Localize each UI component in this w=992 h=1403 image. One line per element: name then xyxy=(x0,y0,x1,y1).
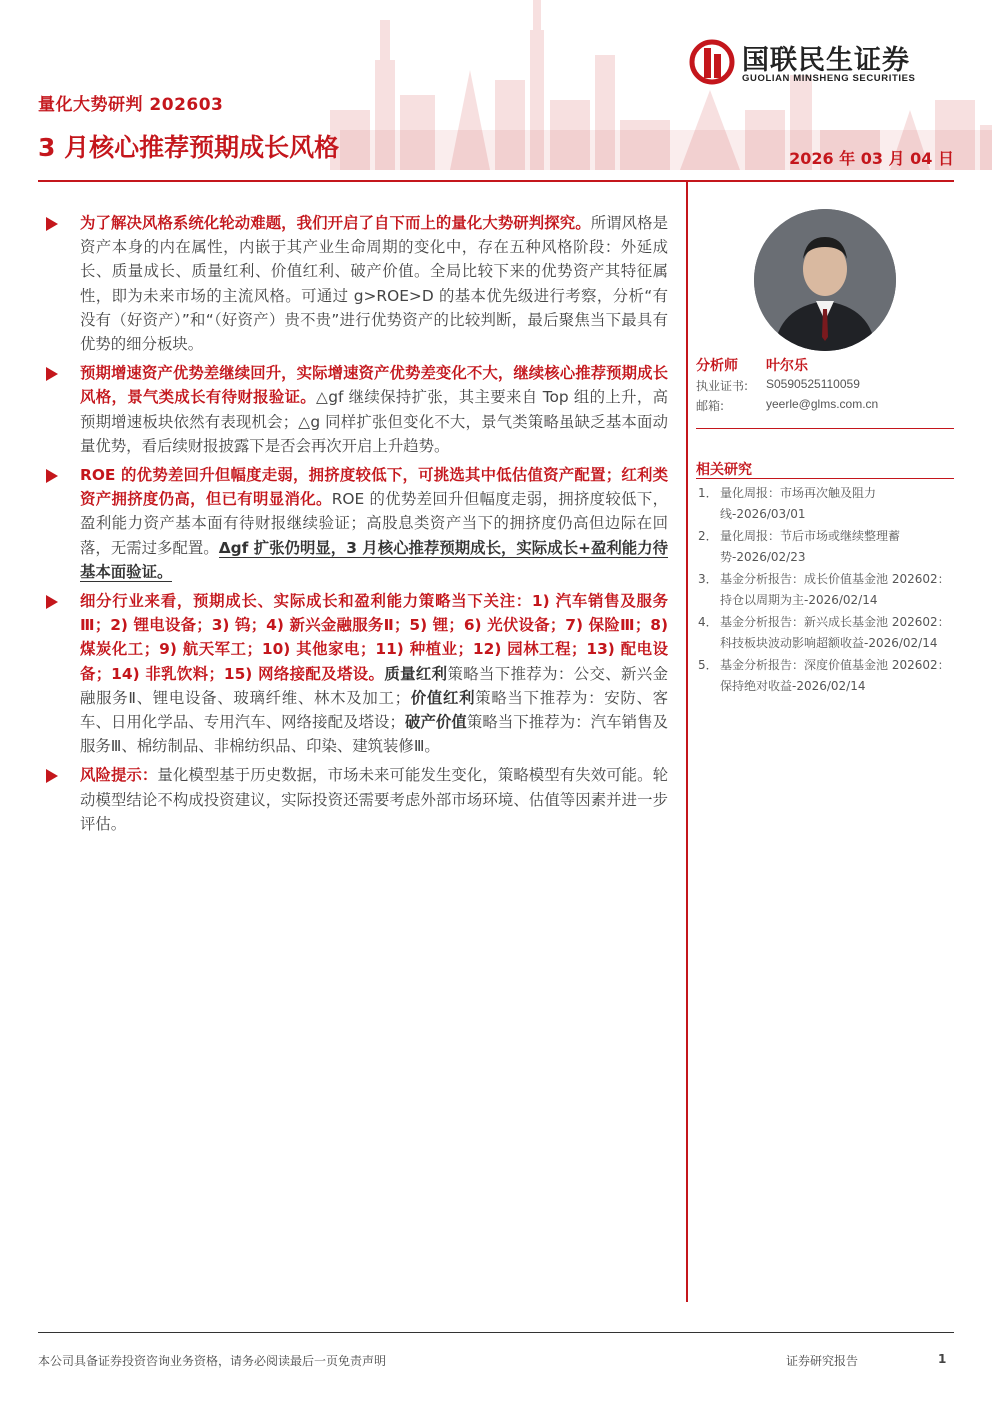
bullet-text: 策略当下推荐为：安防、客车、日用化学品、专用汽车、网络接配及塔设； xyxy=(80,688,668,732)
bullet-heading: 预期增速资产优势差继续回升，实际增速资产优势差变化不大，继续核心推荐预期成长风格，景气类成长有待财报验证。 xyxy=(80,364,668,407)
bullet-text: ROE 的优势差回升但幅度走弱，拥挤度较低下，盈利能力资产基本面有待财报继续验证；高股息类资产当下的拥挤度仍高但边际在回落，无需过多配置。 xyxy=(80,490,668,557)
header-divider xyxy=(38,180,954,182)
footer-divider xyxy=(38,1332,954,1333)
summary-bullet xyxy=(46,763,668,836)
bullet-text: 所谓风格是资产本身的内在属性，内嵌于其产业生命周期的变化中，存在五种风格阶段：外延成长、质量成长、质量红利、价值红利、破产价值。全局比较下来的优势资产其特征属性，即为未来市场的主流风格。可通过 g>ROE>D 的基本优先级进行考察，分析“有没有（好资产）”和“（好资产）贵不贵”进行优势资产的比较判断，最后聚焦当下最具有优势的细分板块。 xyxy=(80,214,668,354)
page-number: 1 xyxy=(938,1352,947,1366)
summary-bullet xyxy=(46,361,668,458)
bullet-underlined-conclusion: Δgf 扩张仍明显，3 月核心推荐预期成长，实际成长+盈利能力待基本面验证。 xyxy=(80,538,668,581)
related-research-title: 相关研究 xyxy=(696,462,752,478)
item-title: 量化周报：节后市场或继续整理蓄势-2026/02/23 xyxy=(720,529,901,564)
bullet-arrow-icon xyxy=(46,469,58,483)
email-label: 邮箱: xyxy=(696,399,725,413)
analyst-role-label: 分析师 xyxy=(696,358,738,374)
brand-name-cn: 国联民生证券 xyxy=(742,45,910,76)
strategy-value-dividend: 价值红利 xyxy=(410,688,476,707)
bullet-text: 策略当下推荐为：公交、新兴金融服务Ⅱ、锂电设备、玻璃纤维、林木及加工； xyxy=(80,664,668,707)
footer-disclaimer: 本公司具备证券投资咨询业务资格，请务必阅读最后一页免责声明 xyxy=(38,1354,387,1368)
cert-label: 执业证书: xyxy=(696,379,749,393)
column-divider xyxy=(686,182,688,1302)
strategy-quality-dividend: 质量红利 xyxy=(384,664,448,683)
bullet-text: △gf 继续保持扩张，其主要来自 Top 组的上升，高预期增速板块依然有表现机会；△g 同样扩张但变化不大，景气类策略虽缺乏基本面动量优势，看后续财报披露下是否会再次开启上升趋势。 xyxy=(80,388,668,455)
bullet-arrow-icon xyxy=(46,595,58,609)
item-number: 2． xyxy=(698,529,718,543)
related-research-list xyxy=(696,483,958,698)
bullet-text: 量化模型基于历史数据，市场未来可能发生变化，策略模型有失效可能。轮动模型结论不构成投资建议，实际投资还需要考虑外部市场环境、估值等因素并进一步评估。 xyxy=(80,766,668,833)
item-number: 1． xyxy=(698,486,718,500)
city-skyline-illustration xyxy=(330,0,992,170)
bullet-heading: 风险提示： xyxy=(80,766,158,785)
related-research-item[interactable] xyxy=(696,483,958,525)
item-title: 基金分析报告：深度价值基金池 202602：保持绝对收益-2026/02/14 xyxy=(720,658,950,693)
bullet-arrow-icon xyxy=(46,769,58,783)
bullet-heading: ROE 的优势差回升但幅度走弱，拥挤度较低下，可挑选其中低估值资产配置；红利类资产拥挤度仍高，但已有明显消化。 xyxy=(80,466,668,509)
item-title: 基金分析报告：成长价值基金池 202602：持仓以周期为主-2026/02/14 xyxy=(720,572,950,607)
bullet-arrow-icon xyxy=(46,367,58,381)
summary-bullet xyxy=(46,589,668,758)
footer-report-type: 证券研究报告 xyxy=(786,1354,859,1368)
sidebar-divider xyxy=(696,428,954,429)
analyst-email[interactable]: yeerle@glms.com.cn xyxy=(766,397,879,411)
bullet-arrow-icon xyxy=(46,217,58,231)
analyst-photo xyxy=(754,209,896,351)
bullet-heading: 细分行业来看，预期成长、实际成长和盈利能力策略当下关注：1) 汽车销售及服务Ⅲ；2) 锂电设备；3) 钨；4) 新兴金融服务Ⅱ；5) 锂；6) 光伏设备；7) 保险Ⅲ；8) 煤炭化工；9) 航天军工；10) 其他家电；11) 种植业；12) 园林工程；13) 配电设备；14) 非乳饮料；15) 网络接配及塔设。 xyxy=(80,592,668,683)
analyst-name: 叶尔乐 xyxy=(766,358,808,374)
item-number: 4． xyxy=(698,615,718,629)
sidebar-divider xyxy=(696,478,954,479)
bullet-text: 策略当下推荐为：汽车销售及服务Ⅲ、棉纺制品、非棉纺织品、印染、建筑装修Ⅲ。 xyxy=(80,713,668,756)
summary-body xyxy=(46,211,668,841)
item-title: 量化周报：市场再次触及阻力线-2026/03/01 xyxy=(720,486,877,521)
item-title: 基金分析报告：新兴成长基金池 202602：科技板块波动影响超额收益-2026/02/14 xyxy=(720,615,950,650)
summary-bullet xyxy=(46,463,668,584)
related-research-item[interactable] xyxy=(696,569,958,611)
item-number: 3． xyxy=(698,572,718,586)
strategy-bankruptcy-value: 破产价值 xyxy=(404,713,467,732)
related-research-item[interactable] xyxy=(696,655,958,697)
brand-name-en: GUOLIAN MINSHENG SECURITIES xyxy=(742,73,916,84)
report-title: 3 月核心推荐预期成长风格 xyxy=(38,133,340,162)
report-series: 量化大势研判 202603 xyxy=(38,95,224,115)
cert-number: S0590525110059 xyxy=(766,377,860,391)
brand-logo-icon xyxy=(688,38,736,86)
summary-bullet xyxy=(46,211,668,356)
report-date: 2026 年 03 月 04 日 xyxy=(789,149,954,168)
bullet-heading: 为了解决风格系统化轮动难题，我们开启了自下而上的量化大势研判探究。 xyxy=(80,214,591,232)
item-number: 5． xyxy=(698,658,718,672)
related-research-item[interactable] xyxy=(696,526,958,568)
related-research-item[interactable] xyxy=(696,612,958,654)
